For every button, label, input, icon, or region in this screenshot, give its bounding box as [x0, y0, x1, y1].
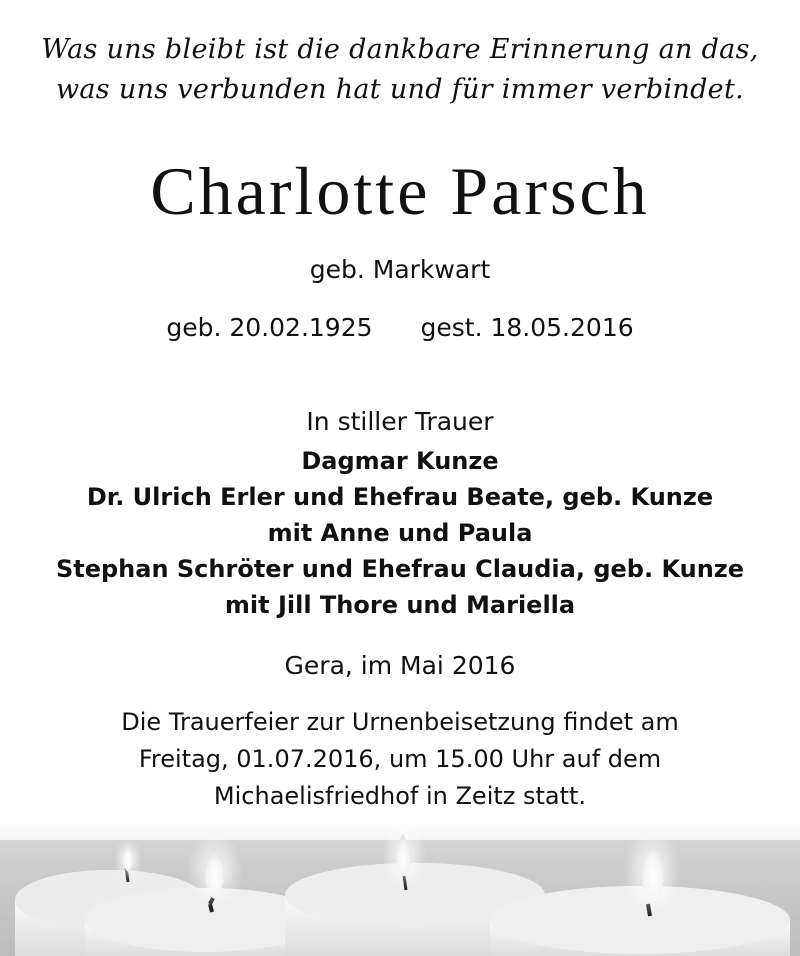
quote-line: was uns verbunden hat und für immer verbindet.	[56, 74, 744, 105]
deceased-name: Charlotte Parsch	[150, 153, 650, 229]
ceremony-line: Die Trauerfeier zur Urnenbeisetzung findet am	[121, 708, 679, 736]
mourning-intro: In stiller Trauer	[306, 407, 494, 436]
birth-name: geb. Markwart	[309, 255, 491, 284]
memorial-quote	[0, 30, 800, 110]
death-date: gest. 18.05.2016	[420, 313, 634, 342]
place-date: Gera, im Mai 2016	[284, 651, 516, 680]
ceremony-line: Freitag, 01.07.2016, um 15.00 Uhr auf dem	[138, 745, 662, 773]
mourner-line: mit Jill Thore und Mariella	[224, 591, 576, 619]
mourner-line: Dr. Ulrich Erler und Ehefrau Beate, geb. Kunze	[86, 483, 714, 511]
birth-date: geb. 20.02.1925	[166, 313, 373, 342]
life-dates	[0, 311, 800, 345]
ceremony-info	[0, 704, 800, 815]
quote-line: Was uns bleibt ist die dankbare Erinnerung an das,	[41, 34, 759, 65]
mourner-line: mit Anne und Paula	[267, 519, 533, 547]
mourner-line: Stephan Schröter und Ehefrau Claudia, geb. Kunze	[55, 555, 745, 583]
candles-image	[0, 820, 800, 956]
mourners-list	[0, 443, 800, 623]
mourner-line: Dagmar Kunze	[301, 447, 499, 475]
ceremony-line: Michaelisfriedhof in Zeitz statt.	[213, 782, 587, 810]
